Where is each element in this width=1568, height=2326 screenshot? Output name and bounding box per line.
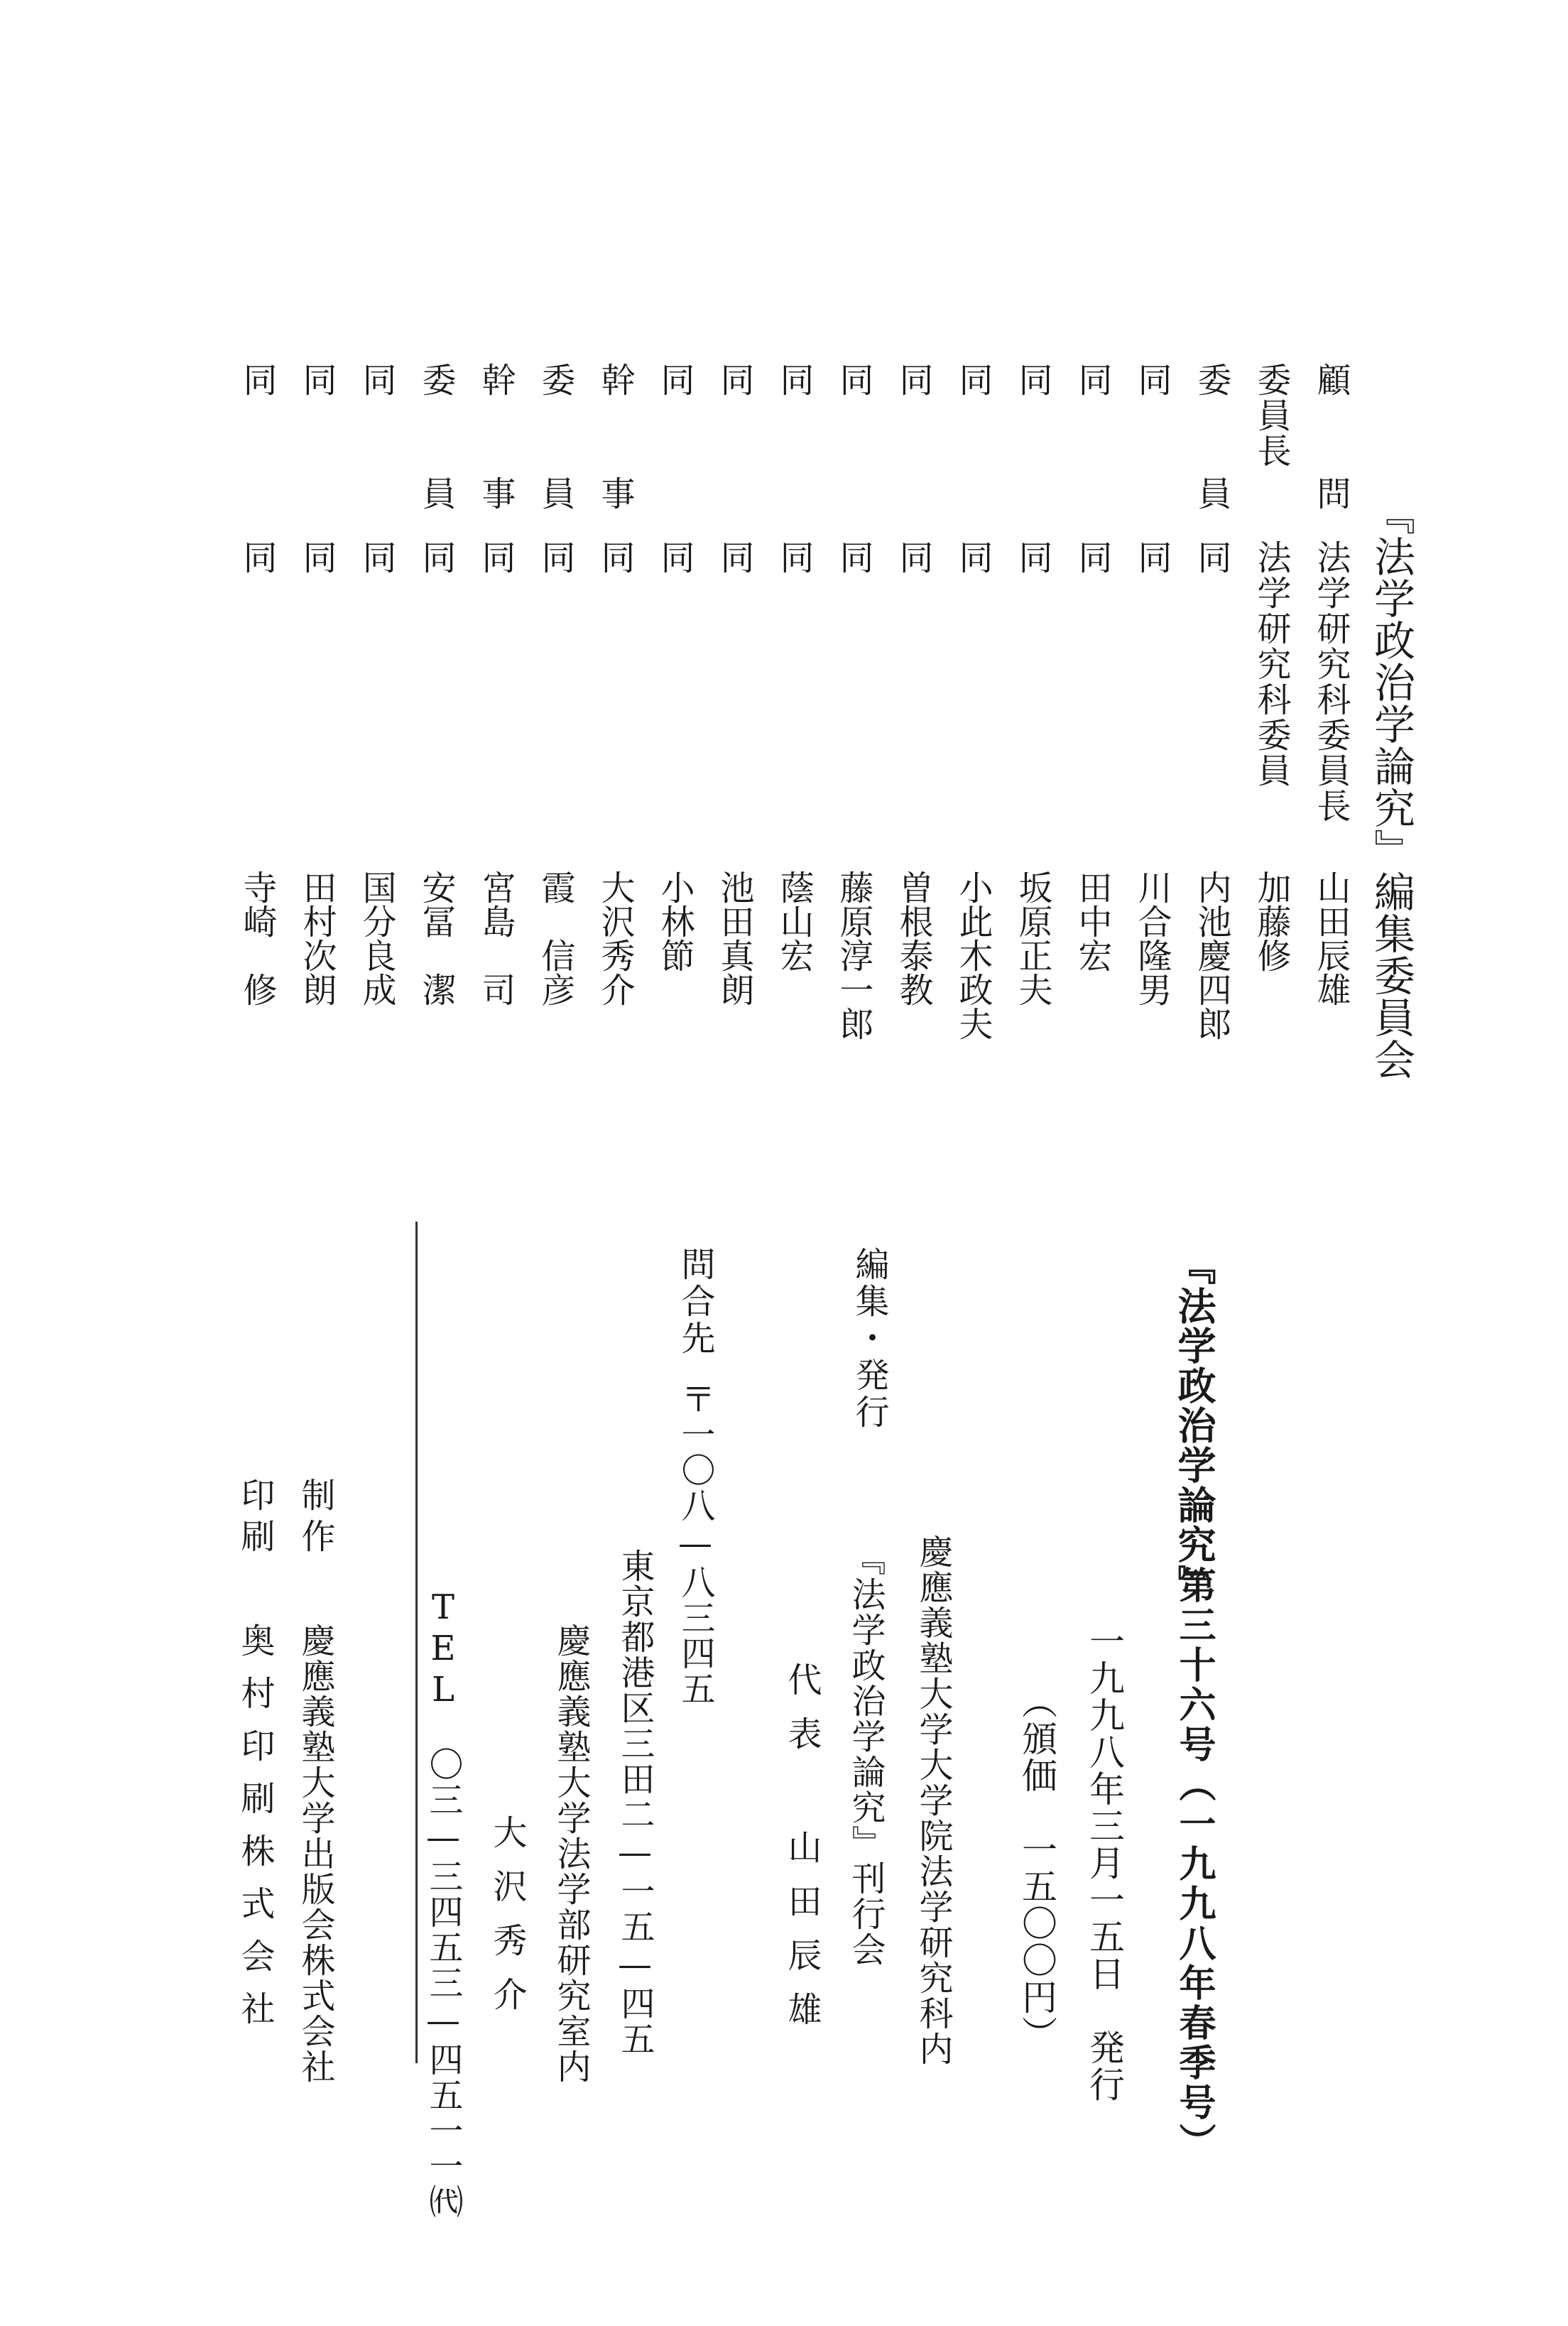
- member-affiliation: 同: [1192, 540, 1231, 575]
- address-line: 東京都港区三田二—一五—四五: [615, 1548, 655, 2057]
- member-role: 幹 事: [595, 362, 635, 533]
- member-role: 同: [893, 362, 933, 419]
- member-role: 同: [237, 362, 277, 419]
- member-affiliation: 同: [535, 540, 575, 575]
- member-role: 同: [297, 362, 337, 419]
- member-name: 池田真朗: [714, 870, 754, 1006]
- postal-code: 〒一〇八—八三四五: [675, 1381, 715, 1707]
- member-role: 同: [356, 362, 396, 419]
- printing-company: 奥村印刷株式会社: [235, 1623, 275, 2043]
- contact-person: 大沢秀介: [487, 1815, 527, 2031]
- member-affiliation: 同: [356, 540, 396, 575]
- member-name: 加藤修: [1251, 870, 1291, 972]
- telephone: TEL 〇三—三四五三—四五一一㈹: [423, 1587, 463, 2219]
- member-name: 田中宏: [1072, 870, 1112, 972]
- publication-date: 一九九八年三月一五日 発行: [1084, 1623, 1125, 2103]
- journal-title: 『法学政治学論究』: [1172, 1246, 1217, 1604]
- member-affiliation: 同: [655, 540, 695, 575]
- member-name: 坂原正夫: [1013, 870, 1052, 1006]
- member-name: 国分良成: [356, 870, 396, 1006]
- member-role: 同: [1072, 362, 1112, 419]
- member-name: 寺崎 修: [237, 870, 277, 1006]
- member-role: 幹 事: [476, 362, 516, 533]
- production-company: 慶應義塾大学出版会株式会社: [295, 1623, 335, 2085]
- member-name: 藤原淳一郎: [834, 870, 873, 1040]
- member-name: 蔭山宏: [774, 870, 814, 972]
- member-role: 同: [714, 362, 754, 419]
- member-name: 霞 信彦: [535, 870, 575, 1006]
- member-role: 同: [1013, 362, 1052, 419]
- committee-title: 『法学政治学論究』編集委員会: [1367, 494, 1415, 1080]
- issue-number: 第三十六号（一九九八年春季号）: [1172, 1566, 1216, 2163]
- member-name: 小此木政夫: [953, 870, 993, 1040]
- member-name: 内池慶四郎: [1192, 870, 1231, 1040]
- member-affiliation: 同: [714, 540, 754, 575]
- member-role: 同: [774, 362, 814, 419]
- member-affiliation: 同: [1013, 540, 1052, 575]
- member-role: 同: [1132, 362, 1172, 419]
- member-name: 川合隆男: [1132, 870, 1172, 1006]
- member-name: 山田辰雄: [1311, 870, 1351, 1006]
- member-name: 宮島 司: [476, 870, 516, 1006]
- divider-line: [415, 1222, 418, 2063]
- member-affiliation: 同: [953, 540, 993, 575]
- member-role: 委 員: [1192, 362, 1231, 533]
- member-affiliation: 法学研究科委員: [1251, 540, 1291, 788]
- member-affiliation: 同: [237, 540, 277, 575]
- member-affiliation: 同: [834, 540, 873, 575]
- representative: 代表 山田辰雄: [782, 1662, 822, 2045]
- member-affiliation: 同: [893, 540, 933, 575]
- member-affiliation: 同: [1132, 540, 1172, 575]
- member-name: 大沢秀介: [595, 870, 635, 1006]
- publisher-line: 『法学政治学論究』刊行会: [846, 1541, 886, 1967]
- address-line: 慶應義塾大学法学部研究室内: [551, 1623, 591, 2085]
- member-role: 委 員: [416, 362, 456, 533]
- member-affiliation: 同: [595, 540, 635, 575]
- member-name: 曽根泰教: [893, 870, 933, 1006]
- price: （頒価 一五〇〇円）: [1016, 1683, 1057, 2053]
- member-affiliation: 同: [297, 540, 337, 575]
- inquiry-label: 問合先: [675, 1246, 715, 1357]
- member-role: 顧 問: [1311, 362, 1351, 533]
- member-name: 安冨 潔: [416, 870, 456, 1006]
- member-affiliation: 同: [774, 540, 814, 575]
- member-role: 委 員: [535, 362, 575, 533]
- member-name: 田村次朗: [297, 870, 337, 1006]
- member-affiliation: 同: [476, 540, 516, 575]
- member-role: 同: [953, 362, 993, 419]
- member-affiliation: 法学研究科委員長: [1311, 540, 1351, 824]
- publisher-line: 慶應義塾大学大学院法学研究科内: [913, 1534, 953, 2067]
- member-affiliation: 同: [1072, 540, 1112, 575]
- member-affiliation: 同: [416, 540, 456, 575]
- production-label: 制作: [295, 1477, 335, 1560]
- member-role: 委員長: [1251, 362, 1291, 469]
- member-name: 小林節: [655, 870, 695, 972]
- printing-label: 印刷: [235, 1477, 275, 1560]
- member-role: 同: [834, 362, 873, 419]
- editor-label: 編集・発行: [849, 1246, 889, 1431]
- member-role: 同: [655, 362, 695, 419]
